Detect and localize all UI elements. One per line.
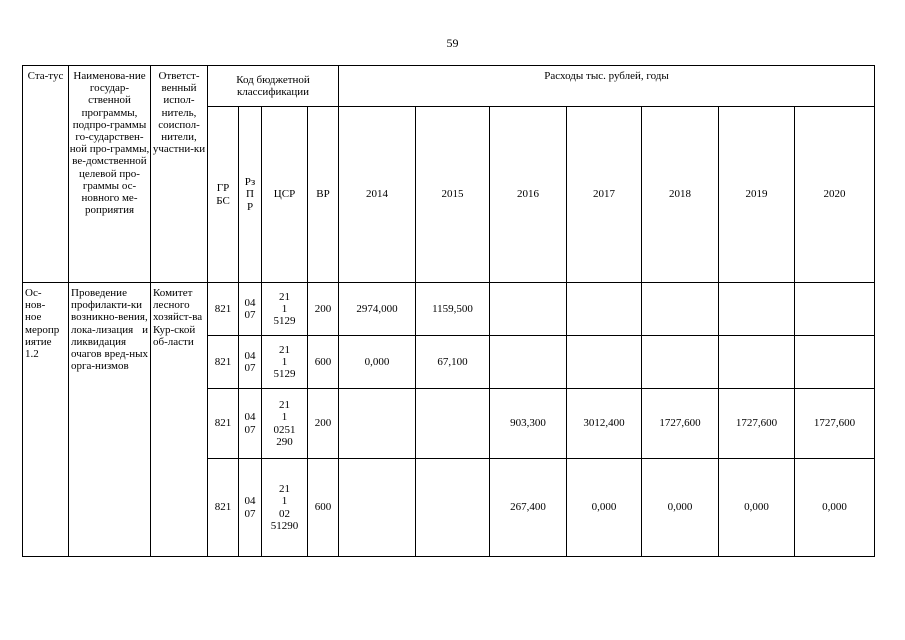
value-cell: 267,400: [490, 459, 567, 557]
header-name: Наименова-ние государ-ственной программы, подпро-граммы го-сударствен-ной про-граммы, ве-домственной целевой про-граммы ос-новного ме-роприятия: [69, 66, 151, 283]
rzpr-cell: 04 07: [239, 336, 262, 389]
value-cell: 1727,600: [719, 389, 795, 459]
value-cell: 67,100: [416, 336, 490, 389]
header-year: 2018: [642, 107, 719, 283]
status-cell: Ос- нов- ное меропр иятие 1.2: [23, 283, 69, 557]
vr-cell: 600: [308, 459, 339, 557]
value-cell: 903,300: [490, 389, 567, 459]
header-year: 2020: [795, 107, 875, 283]
grbs-cell: 821: [208, 283, 239, 336]
grbs-cell: 821: [208, 336, 239, 389]
value-cell: [642, 336, 719, 389]
header-year: 2016: [490, 107, 567, 283]
vr-cell: 200: [308, 283, 339, 336]
grbs-cell: 821: [208, 459, 239, 557]
vr-cell: 600: [308, 336, 339, 389]
value-cell: [490, 283, 567, 336]
value-cell: [490, 336, 567, 389]
responsible-cell: Комитет лесного хозяйст-ва Кур-ской об-ласти: [151, 283, 208, 557]
header-vr: ВР: [308, 107, 339, 283]
header-status: Ста-тус: [23, 66, 69, 283]
table-row: [23, 283, 875, 336]
header-rzpr: Рз П Р: [239, 107, 262, 283]
value-cell: 1727,600: [642, 389, 719, 459]
value-cell: [416, 389, 490, 459]
value-cell: [795, 336, 875, 389]
header-year: 2019: [719, 107, 795, 283]
value-cell: [339, 389, 416, 459]
header-year: 2014: [339, 107, 416, 283]
rzpr-cell: 04 07: [239, 459, 262, 557]
value-cell: [719, 283, 795, 336]
value-cell: [795, 283, 875, 336]
value-cell: [567, 283, 642, 336]
header-responsible: Ответст-венный испол-нитель, соиспол-нители, участни-ки: [151, 66, 208, 283]
value-cell: [642, 283, 719, 336]
value-cell: [567, 336, 642, 389]
header-year: 2015: [416, 107, 490, 283]
header-year: 2017: [567, 107, 642, 283]
csr-cell: 21 1 5129: [262, 283, 308, 336]
value-cell: [339, 459, 416, 557]
rzpr-cell: 04 07: [239, 389, 262, 459]
header-csr: ЦСР: [262, 107, 308, 283]
value-cell: 0,000: [719, 459, 795, 557]
vr-cell: 200: [308, 389, 339, 459]
value-cell: 0,000: [339, 336, 416, 389]
measure-name-cell: Проведение профилакти-ки возникно-вения, лока-лизация и ликвидация очагов вред-ных орга-низмов: [69, 283, 151, 557]
grbs-cell: 821: [208, 389, 239, 459]
value-cell: 0,000: [795, 459, 875, 557]
value-cell: 0,000: [642, 459, 719, 557]
budget-table: [22, 65, 875, 557]
value-cell: [416, 459, 490, 557]
page-number: 59: [446, 36, 459, 50]
rzpr-cell: 04 07: [239, 283, 262, 336]
value-cell: [719, 336, 795, 389]
value-cell: 2974,000: [339, 283, 416, 336]
header-budget-code: Код бюджетной классификации: [208, 66, 339, 107]
value-cell: 3012,400: [567, 389, 642, 459]
csr-cell: 21 1 0251 290: [262, 389, 308, 459]
value-cell: 1159,500: [416, 283, 490, 336]
value-cell: 0,000: [567, 459, 642, 557]
value-cell: 1727,600: [795, 389, 875, 459]
header-grbs: ГР БС: [208, 107, 239, 283]
header-expenses: Расходы тыс. рублей, годы: [339, 66, 875, 107]
csr-cell: 21 1 02 51290: [262, 459, 308, 557]
csr-cell: 21 1 5129: [262, 336, 308, 389]
